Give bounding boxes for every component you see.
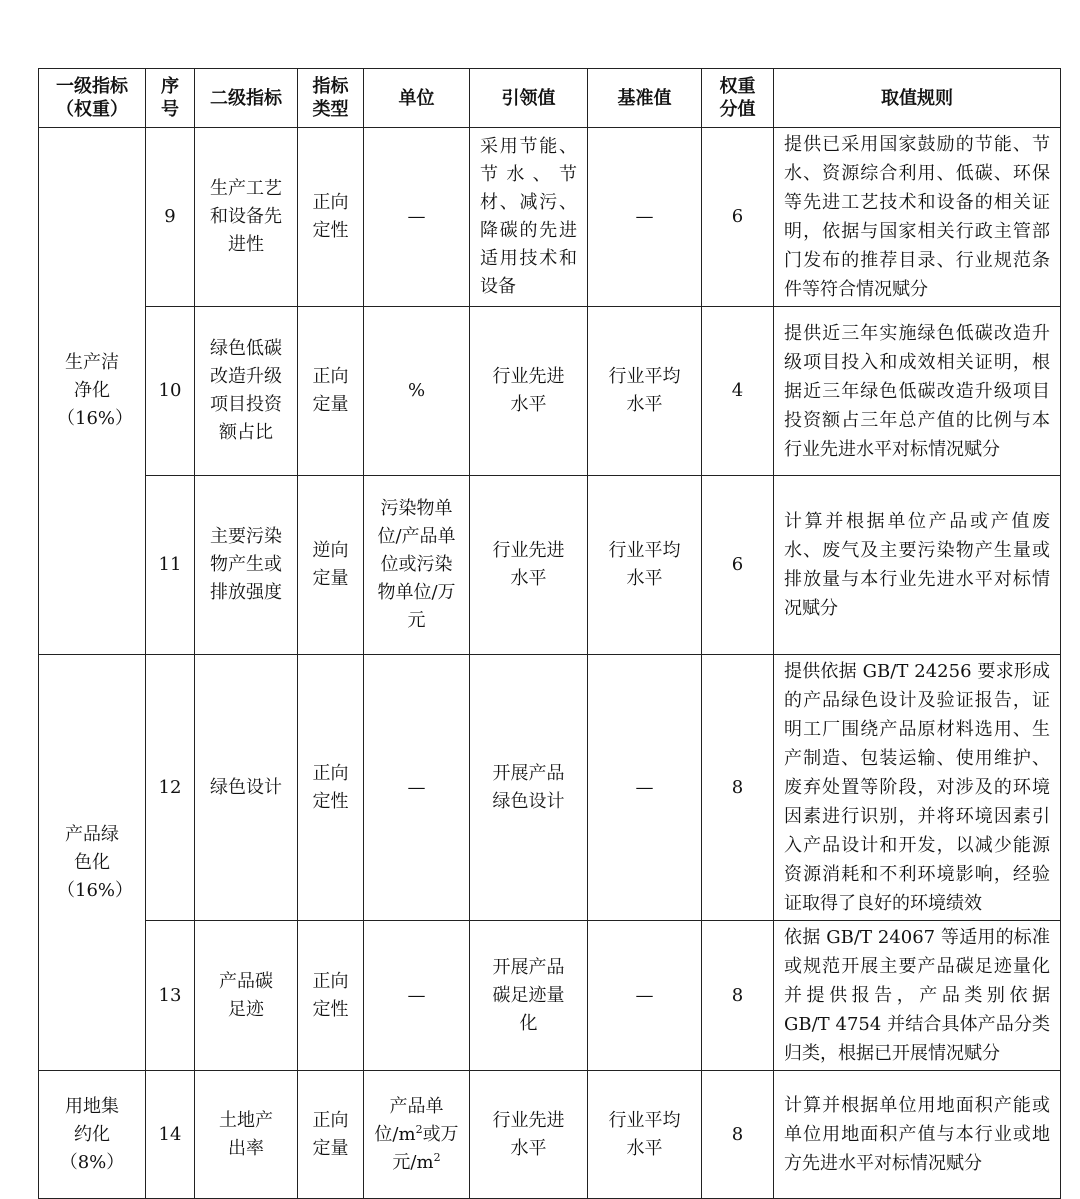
table-row <box>39 655 1061 921</box>
seq-cell: 10 <box>146 307 195 476</box>
indicator-name-cell: 绿色设计 <box>195 655 298 921</box>
rule-cell: 提供近三年实施绿色低碳改造升级项目投入和成效相关证明，根据近三年绿色低碳改造升级项目投资额占三年总产值的比例与本行业先进水平对标情况赋分 <box>774 307 1061 476</box>
table-row <box>39 307 1061 476</box>
base-value-cell: 行业平均水平 <box>588 1071 702 1199</box>
rule-cell: 计算并根据单位用地面积产能或单位用地面积产值与本行业或地方先进水平对标情况赋分 <box>774 1071 1061 1199</box>
table-row <box>39 128 1061 307</box>
unit-cell: — <box>364 128 470 307</box>
type-cell: 正向定性 <box>298 128 364 307</box>
unit-superscript-2: 2 <box>433 1150 441 1164</box>
indicator-name-cell: 产品碳足迹 <box>195 921 298 1071</box>
unit-text-a: 产品单位/m <box>374 1095 444 1145</box>
header-row <box>39 69 1061 128</box>
lead-value-cell: 行业先进水平 <box>470 307 588 476</box>
lead-value-cell: 开展产品碳足迹量化 <box>470 921 588 1071</box>
indicator-name-cell: 绿色低碳改造升级项目投资额占比 <box>195 307 298 476</box>
seq-cell: 13 <box>146 921 195 1071</box>
indicator-name-cell: 生产工艺和设备先进性 <box>195 128 298 307</box>
rule-cell: 提供依据 GB/T 24256 要求形成的产品绿色设计及验证报告，证明工厂围绕产品原材料选用、生产制造、包装运输、使用维护、废弃处置等阶段，对涉及的环境因素进行识别，并将环境因素引入产品设计和开发，以减少能源资源消耗和不利环境影响，经验证取得了良好的环境绩效 <box>774 655 1061 921</box>
score-cell: 8 <box>702 921 774 1071</box>
col-header-base: 基准值 <box>588 69 702 128</box>
rule-cell: 提供已采用国家鼓励的节能、节水、资源综合利用、低碳、环保等先进工艺技术和设备的相关证明，依据与国家相关行政主管部门发布的推荐目录、行业规范条件等符合情况赋分 <box>774 128 1061 307</box>
base-value-cell: — <box>588 655 702 921</box>
col-header-level1: 一级指标（权重） <box>39 69 146 128</box>
type-cell: 正向定量 <box>298 1071 364 1199</box>
group-cell: 生产洁净化（16%） <box>39 128 146 655</box>
base-value-cell: 行业平均水平 <box>588 476 702 655</box>
lead-value-cell: 采用节能、节水、节材、减污、降碳的先进适用技术和设备 <box>470 128 588 307</box>
seq-cell: 14 <box>146 1071 195 1199</box>
type-cell: 逆向定量 <box>298 476 364 655</box>
col-header-seq: 序号 <box>146 69 195 128</box>
table-row <box>39 1071 1061 1199</box>
base-value-cell: 行业平均水平 <box>588 307 702 476</box>
unit-cell: % <box>364 307 470 476</box>
col-header-score: 权重分值 <box>702 69 774 128</box>
col-header-type: 指标类型 <box>298 69 364 128</box>
score-cell: 6 <box>702 128 774 307</box>
lead-value-cell: 开展产品绿色设计 <box>470 655 588 921</box>
score-cell: 4 <box>702 307 774 476</box>
seq-cell: 11 <box>146 476 195 655</box>
group-cell: 用地集约化（8%） <box>39 1071 146 1199</box>
score-cell: 6 <box>702 476 774 655</box>
type-cell: 正向定性 <box>298 655 364 921</box>
score-cell: 8 <box>702 1071 774 1199</box>
rule-cell: 计算并根据单位产品或产值废水、废气及主要污染物产生量或排放量与本行业先进水平对标情况赋分 <box>774 476 1061 655</box>
col-header-rule: 取值规则 <box>774 69 1061 128</box>
indicator-table <box>38 68 1061 1199</box>
type-cell: 正向定性 <box>298 921 364 1071</box>
rule-cell: 依据 GB/T 24067 等适用的标准或规范开展主要产品碳足迹量化并提供报告，产品类别依据 GB/T 4754 并结合具体产品分类归类，根据已开展情况赋分 <box>774 921 1061 1071</box>
base-value-cell: — <box>588 128 702 307</box>
unit-cell <box>364 1071 470 1199</box>
seq-cell: 9 <box>146 128 195 307</box>
col-header-lead: 引领值 <box>470 69 588 128</box>
unit-cell: — <box>364 921 470 1071</box>
unit-cell: 污染物单位/产品单位或污染物单位/万元 <box>364 476 470 655</box>
indicator-name-cell: 土地产出率 <box>195 1071 298 1199</box>
type-cell: 正向定量 <box>298 307 364 476</box>
group-cell: 产品绿色化（16%） <box>39 655 146 1071</box>
table-row <box>39 921 1061 1071</box>
seq-cell: 12 <box>146 655 195 921</box>
lead-value-cell: 行业先进水平 <box>470 476 588 655</box>
score-cell: 8 <box>702 655 774 921</box>
lead-value-cell: 行业先进水平 <box>470 1071 588 1199</box>
unit-text-b: 或万元/m <box>392 1123 459 1173</box>
base-value-cell: — <box>588 921 702 1071</box>
unit-cell: — <box>364 655 470 921</box>
unit-superscript-1: 2 <box>415 1122 423 1136</box>
table-row <box>39 476 1061 655</box>
col-header-unit: 单位 <box>364 69 470 128</box>
col-header-level2: 二级指标 <box>195 69 298 128</box>
indicator-name-cell: 主要污染物产生或排放强度 <box>195 476 298 655</box>
